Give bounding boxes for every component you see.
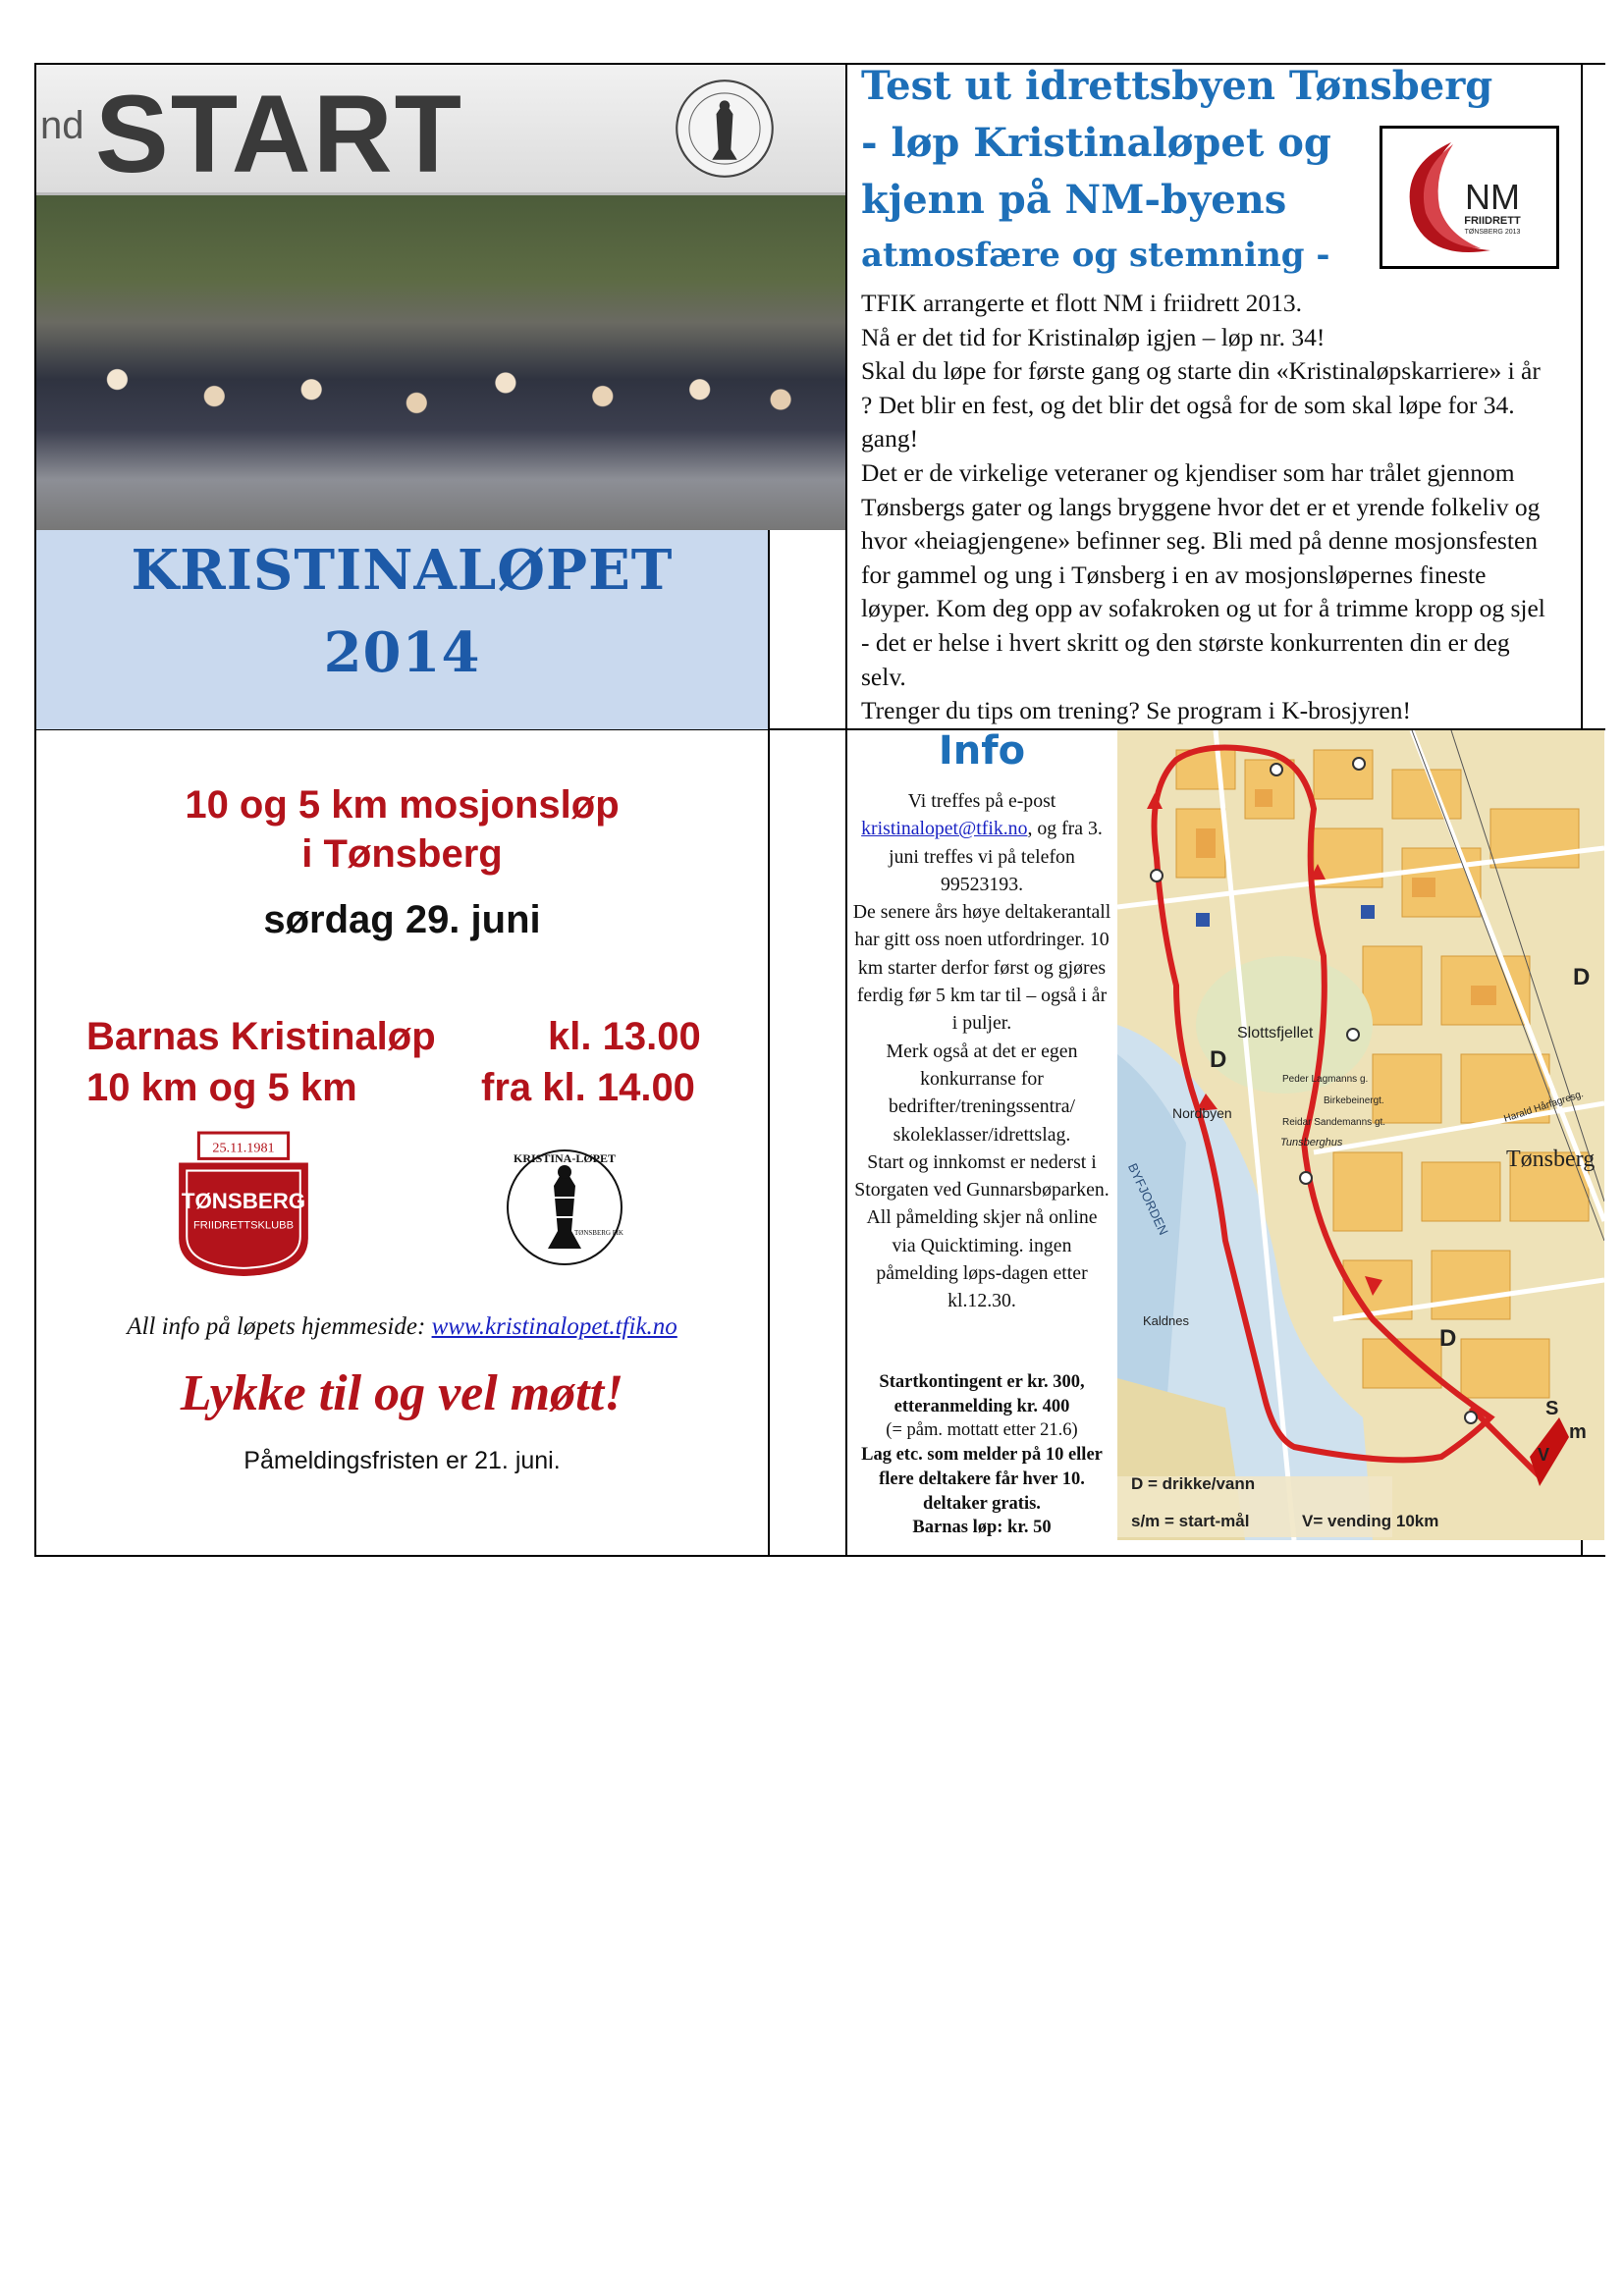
- info-challenge: De senere års høye deltakerantall har gitt oss noen utfordringer. 10 km starter derfor først og gjøres ferdig før 5 km tar til – også i år i puljer.: [852, 901, 1111, 1035]
- children-race-label: Barnas Kristinaløp: [86, 1015, 436, 1058]
- runners-crowd-image: [36, 195, 845, 530]
- info-team: Lag etc. som melder på 10 eller flere deltakere får hver 10. deltaker gratis.: [861, 1445, 1103, 1514]
- info-signup: All påmelding skjer nå online via Quicktiming. ingen påmelding løps-dagen etter kl.12.30.: [866, 1206, 1098, 1312]
- body-text: [861, 287, 1548, 728]
- race-description-line1: 10 og 5 km mosjonsløp: [185, 783, 620, 827]
- map-marker-s: S: [1545, 1398, 1559, 1419]
- map-label-birkeb: Birkebeinergt.: [1324, 1095, 1384, 1106]
- nm-big-text: NM: [1465, 177, 1520, 217]
- map-marker-v: V: [1538, 1445, 1550, 1465]
- nm-mid-text: FRIIDRETT: [1464, 215, 1521, 227]
- info-fee: Startkontingent er kr. 300, etteranmelding kr. 400: [879, 1372, 1085, 1416]
- homepage-link[interactable]: www.kristinalopet.tfik.no: [431, 1313, 677, 1340]
- info-meet-prefix: Vi treffes på e-post: [907, 790, 1056, 812]
- info-kids-fee: Barnas løp: kr. 50: [912, 1518, 1052, 1538]
- info-start-place: Start og innkomst er nederst i Storgaten ved Gunnarsbøparken.: [854, 1150, 1110, 1201]
- route-map: [1117, 730, 1604, 1540]
- info-fee-note: (= påm. mottatt etter 21.6): [886, 1420, 1078, 1441]
- kristina-logo-sub: TØNSBERG FIK: [574, 1229, 623, 1237]
- map-label-slottsfjellet: Slottsfjellet: [1237, 1025, 1314, 1041]
- map-legend-d: D = drikke/vann: [1131, 1474, 1256, 1493]
- info-fees: [852, 1370, 1111, 1540]
- homepage-line: [36, 1313, 768, 1341]
- body-paragraph-2: Nå er det tid for Kristinaløp igjen – løp nr. 34!: [861, 322, 1326, 351]
- headline-line2: - løp Kristinaløpet og: [861, 120, 1331, 166]
- headline-line4: atmosfære og stemning -: [861, 236, 1330, 275]
- tfik-logo: [169, 1129, 318, 1278]
- headline-line1: Test ut idrettsbyen Tønsberg: [861, 63, 1493, 109]
- body-paragraph-5: Trenger du tips om trening? Se program i K-brosjyren!: [861, 696, 1411, 725]
- map-marker-d3: D: [1573, 964, 1591, 990]
- headline-line3: kjenn på NM-byens: [861, 177, 1287, 223]
- tfik-name-text: TØNSBERG: [181, 1189, 306, 1214]
- info-title: Info: [938, 728, 1026, 774]
- kristina-logo: [503, 1129, 626, 1276]
- info-competition: Merk også at det er egen konkurranse for bedrifter/treningssentra/ skoleklasser/idrettslag.: [886, 1040, 1078, 1146]
- children-race-time: kl. 13.00: [548, 1015, 701, 1058]
- nm-logo: [1380, 126, 1559, 269]
- good-luck-text: Lykke til og vel møtt!: [180, 1365, 624, 1421]
- map-label-kaldnes: Kaldnes: [1143, 1313, 1189, 1328]
- kristina-logo-name: KRISTINA-LØPET: [513, 1151, 617, 1165]
- start-photo: [36, 65, 845, 530]
- body-paragraph-4: Det er de virkelige veteraner og kjendiser som har trålet gjennom Tønsbergs gater og langs bryggene hvor det er et yrende folkeliv og hvor «heiagjengene» befinner seg. Bli med på denne mosjonsfesten for gammel og ung i Tønsberg i en av mosjonsløpernes fineste løyper. Kom deg opp av sofakroken og ut for å trimme kropp og sjel - det er helse i hvert skritt og den største konkurrenten din er deg selv.: [861, 457, 1545, 691]
- map-label-byfjorden: BYFJORDEN: [1124, 1160, 1171, 1238]
- race-date: sørdag 29. juni: [263, 898, 541, 941]
- info-text: [852, 787, 1111, 1315]
- map-legend-sm: s/m = start-mål: [1131, 1512, 1250, 1530]
- tfik-date-text: 25.11.1981: [212, 1140, 275, 1156]
- body-paragraph-3: Skal du løpe for første gang og starte din «Kristinaløpskarriere» i år ? Det blir en fest, og det blir det også for de som skal løpe for 34. gang!: [861, 356, 1541, 454]
- map-label-harald: Harald Hårfagresg.: [1502, 1089, 1586, 1125]
- poster-title: [36, 538, 768, 685]
- race-description-line2: i Tønsberg: [301, 832, 503, 876]
- map-label-peder: Peder Lagmanns g.: [1282, 1074, 1369, 1085]
- banner-start-text: START: [95, 73, 463, 195]
- nm-small-text: TØNSBERG 2013: [1464, 229, 1521, 236]
- map-marker-m: m: [1569, 1421, 1587, 1443]
- map-label-nordbyen: Nordbyen: [1172, 1105, 1232, 1121]
- map-label-tonsberg: Tønsberg: [1506, 1147, 1596, 1172]
- map-label-tunsberghus: Tunsberghus: [1280, 1137, 1343, 1148]
- map-legend-v: V= vending 10km: [1302, 1512, 1439, 1530]
- frame-divider-2: [845, 63, 847, 1557]
- banner-fragment-text: nd: [40, 104, 84, 147]
- poster-title-line1: KRISTINALØPET: [131, 538, 674, 603]
- map-marker-d2: D: [1439, 1325, 1457, 1352]
- homepage-prefix: All info på løpets hjemmeside:: [127, 1313, 432, 1340]
- kristina-seal-icon: [673, 77, 777, 181]
- start-banner: [36, 65, 845, 195]
- info-meet-suffix: , og fra 3. juni treffes vi på telefon 99523193.: [889, 818, 1103, 895]
- nm-swoosh-icon: [1382, 129, 1556, 266]
- tfik-sub-text: FRIIDRETTSKLUBB: [193, 1219, 294, 1232]
- map-marker-d1: D: [1210, 1046, 1227, 1073]
- poster-title-year: 2014: [323, 620, 481, 685]
- info-email-link[interactable]: kristinalopet@tfik.no: [861, 818, 1028, 840]
- deadline-text: Påmeldingsfristen er 21. juni.: [244, 1447, 561, 1474]
- main-race-label: 10 km og 5 km: [86, 1066, 357, 1109]
- frame-bottom-line: [34, 1555, 1605, 1557]
- body-paragraph-1: TFIK arrangerte et flott NM i friidrett 2013.: [861, 289, 1302, 317]
- map-label-reidar: Reidar Sandemanns gt.: [1282, 1117, 1386, 1128]
- info-meet: [852, 787, 1111, 898]
- main-race-time: fra kl. 14.00: [481, 1066, 695, 1109]
- route-map-drawing: [1117, 730, 1604, 1540]
